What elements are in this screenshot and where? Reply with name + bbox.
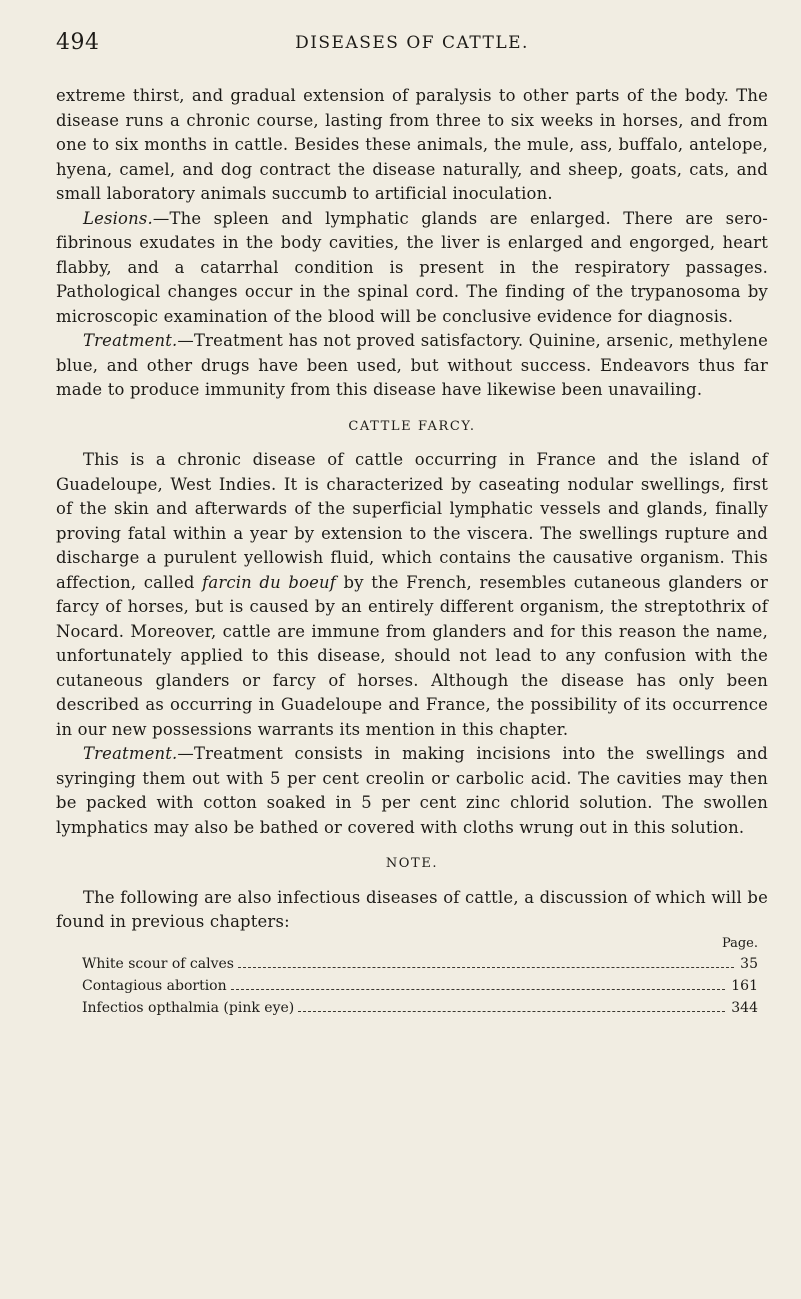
- note-paragraph: The following are also infectious diseases of cattle, a discussion of which will be found in previous chapters:: [56, 887, 768, 931]
- reference-title: White scour of calves: [82, 955, 234, 972]
- lesions-paragraph: [56, 207, 768, 330]
- farcy-treatment-label: Treatment.: [83, 744, 178, 763]
- treatment-label: Treatment.: [83, 331, 178, 350]
- page-column-label: Page.: [721, 935, 758, 951]
- body-text: [56, 84, 768, 1019]
- reference-page: 161: [731, 977, 758, 994]
- page-header: [56, 30, 768, 56]
- cattle-farcy-paragraph: This is a chronic disease of cattle occurring in France and the island of Guadeloupe, West Indies. It is characterized by caseating nodular swellings, first of the skin and afterwards of the superficial lymphatic vessels and glands, finally proving fatal within a year by extension to the viscera. The swellings rupture and discharge a purulent yellowish fluid, which contains the causative organism. This affection, called farcin du boeuf by the French, resembles cutaneous glanders or farcy of horses, but is caused by an entirely different organism, the streptothrix of Nocard. Moreover, cattle are immune from glanders and for this reason the name, unfortunately applied to this disease, should not lead to any confusion with the cutaneous glanders or farcy of horses. Although the disease has only been described as occurring in Guadeloupe and France, the possibility of its occurrence in our new possessions warrants its mention in this chapter.: [56, 450, 768, 739]
- reference-title: Contagious abortion: [82, 977, 227, 994]
- reference-entry: [82, 975, 758, 997]
- treatment-paragraph: [56, 329, 768, 403]
- cattle-farcy-heading: CATTLE FARCY.: [348, 418, 476, 434]
- lesions-text: —The spleen and lymphatic glands are enlarged. There are sero-fibrinous exudates in the body cavities, the liver is enlarged and engorged, heart flabby, and a catarrhal condition is present in the respiratory passages. Pathological changes occur in the spinal cord. The finding of the trypanosoma by microscopic examination of the blood will be conclusive evidence for diagnosis.: [56, 208, 768, 326]
- reference-page: 344: [731, 999, 758, 1016]
- dot-leader: [298, 1011, 725, 1012]
- farcy-treatment-paragraph: [56, 742, 768, 840]
- reference-list: [82, 935, 758, 1019]
- note-heading: NOTE.: [385, 856, 439, 871]
- intro-paragraph: extreme thirst, and gradual extension of paralysis to other parts of the body. The disease runs a chronic course, lasting from three to six weeks in horses, and from one to six months in cattle. Besides these animals, the mule, ass, buffalo, antelope, hyena, camel, and dog contract the disease naturally, and sheep, goats, cats, and small laboratory animals succumb to artificial inoculation.: [56, 86, 768, 203]
- reference-entry: [82, 997, 758, 1019]
- french-term: farcin du boeuf: [202, 572, 337, 592]
- farcy-treatment-text: —Treatment consists in making incisions into the swellings and syringing them out with 5 per cent creolin or carbolic acid. The cavities may then be packed with cotton soaked in 5 per cent zinc chlorid solution. The swollen lymphatics may also be bathed or covered with cloths wrung out in this solution.: [56, 744, 768, 837]
- dot-leader: [231, 989, 726, 990]
- running-title: DISEASES OF CATTLE.: [295, 33, 529, 53]
- reference-page: 35: [740, 955, 758, 972]
- reference-entry: [82, 953, 758, 975]
- lesions-label: Lesions.: [83, 208, 153, 228]
- reference-title: Infectios opthalmia (pink eye): [82, 999, 295, 1016]
- dot-leader: [238, 967, 734, 968]
- treatment-text: —Treatment has not proved satisfactory. Quinine, arsenic, methylene blue, and other drugs have been used, but without success. Endeavors thus far made to produce immunity from this disease have likewise been unavailing.: [56, 331, 768, 399]
- page-number: 494: [56, 30, 100, 55]
